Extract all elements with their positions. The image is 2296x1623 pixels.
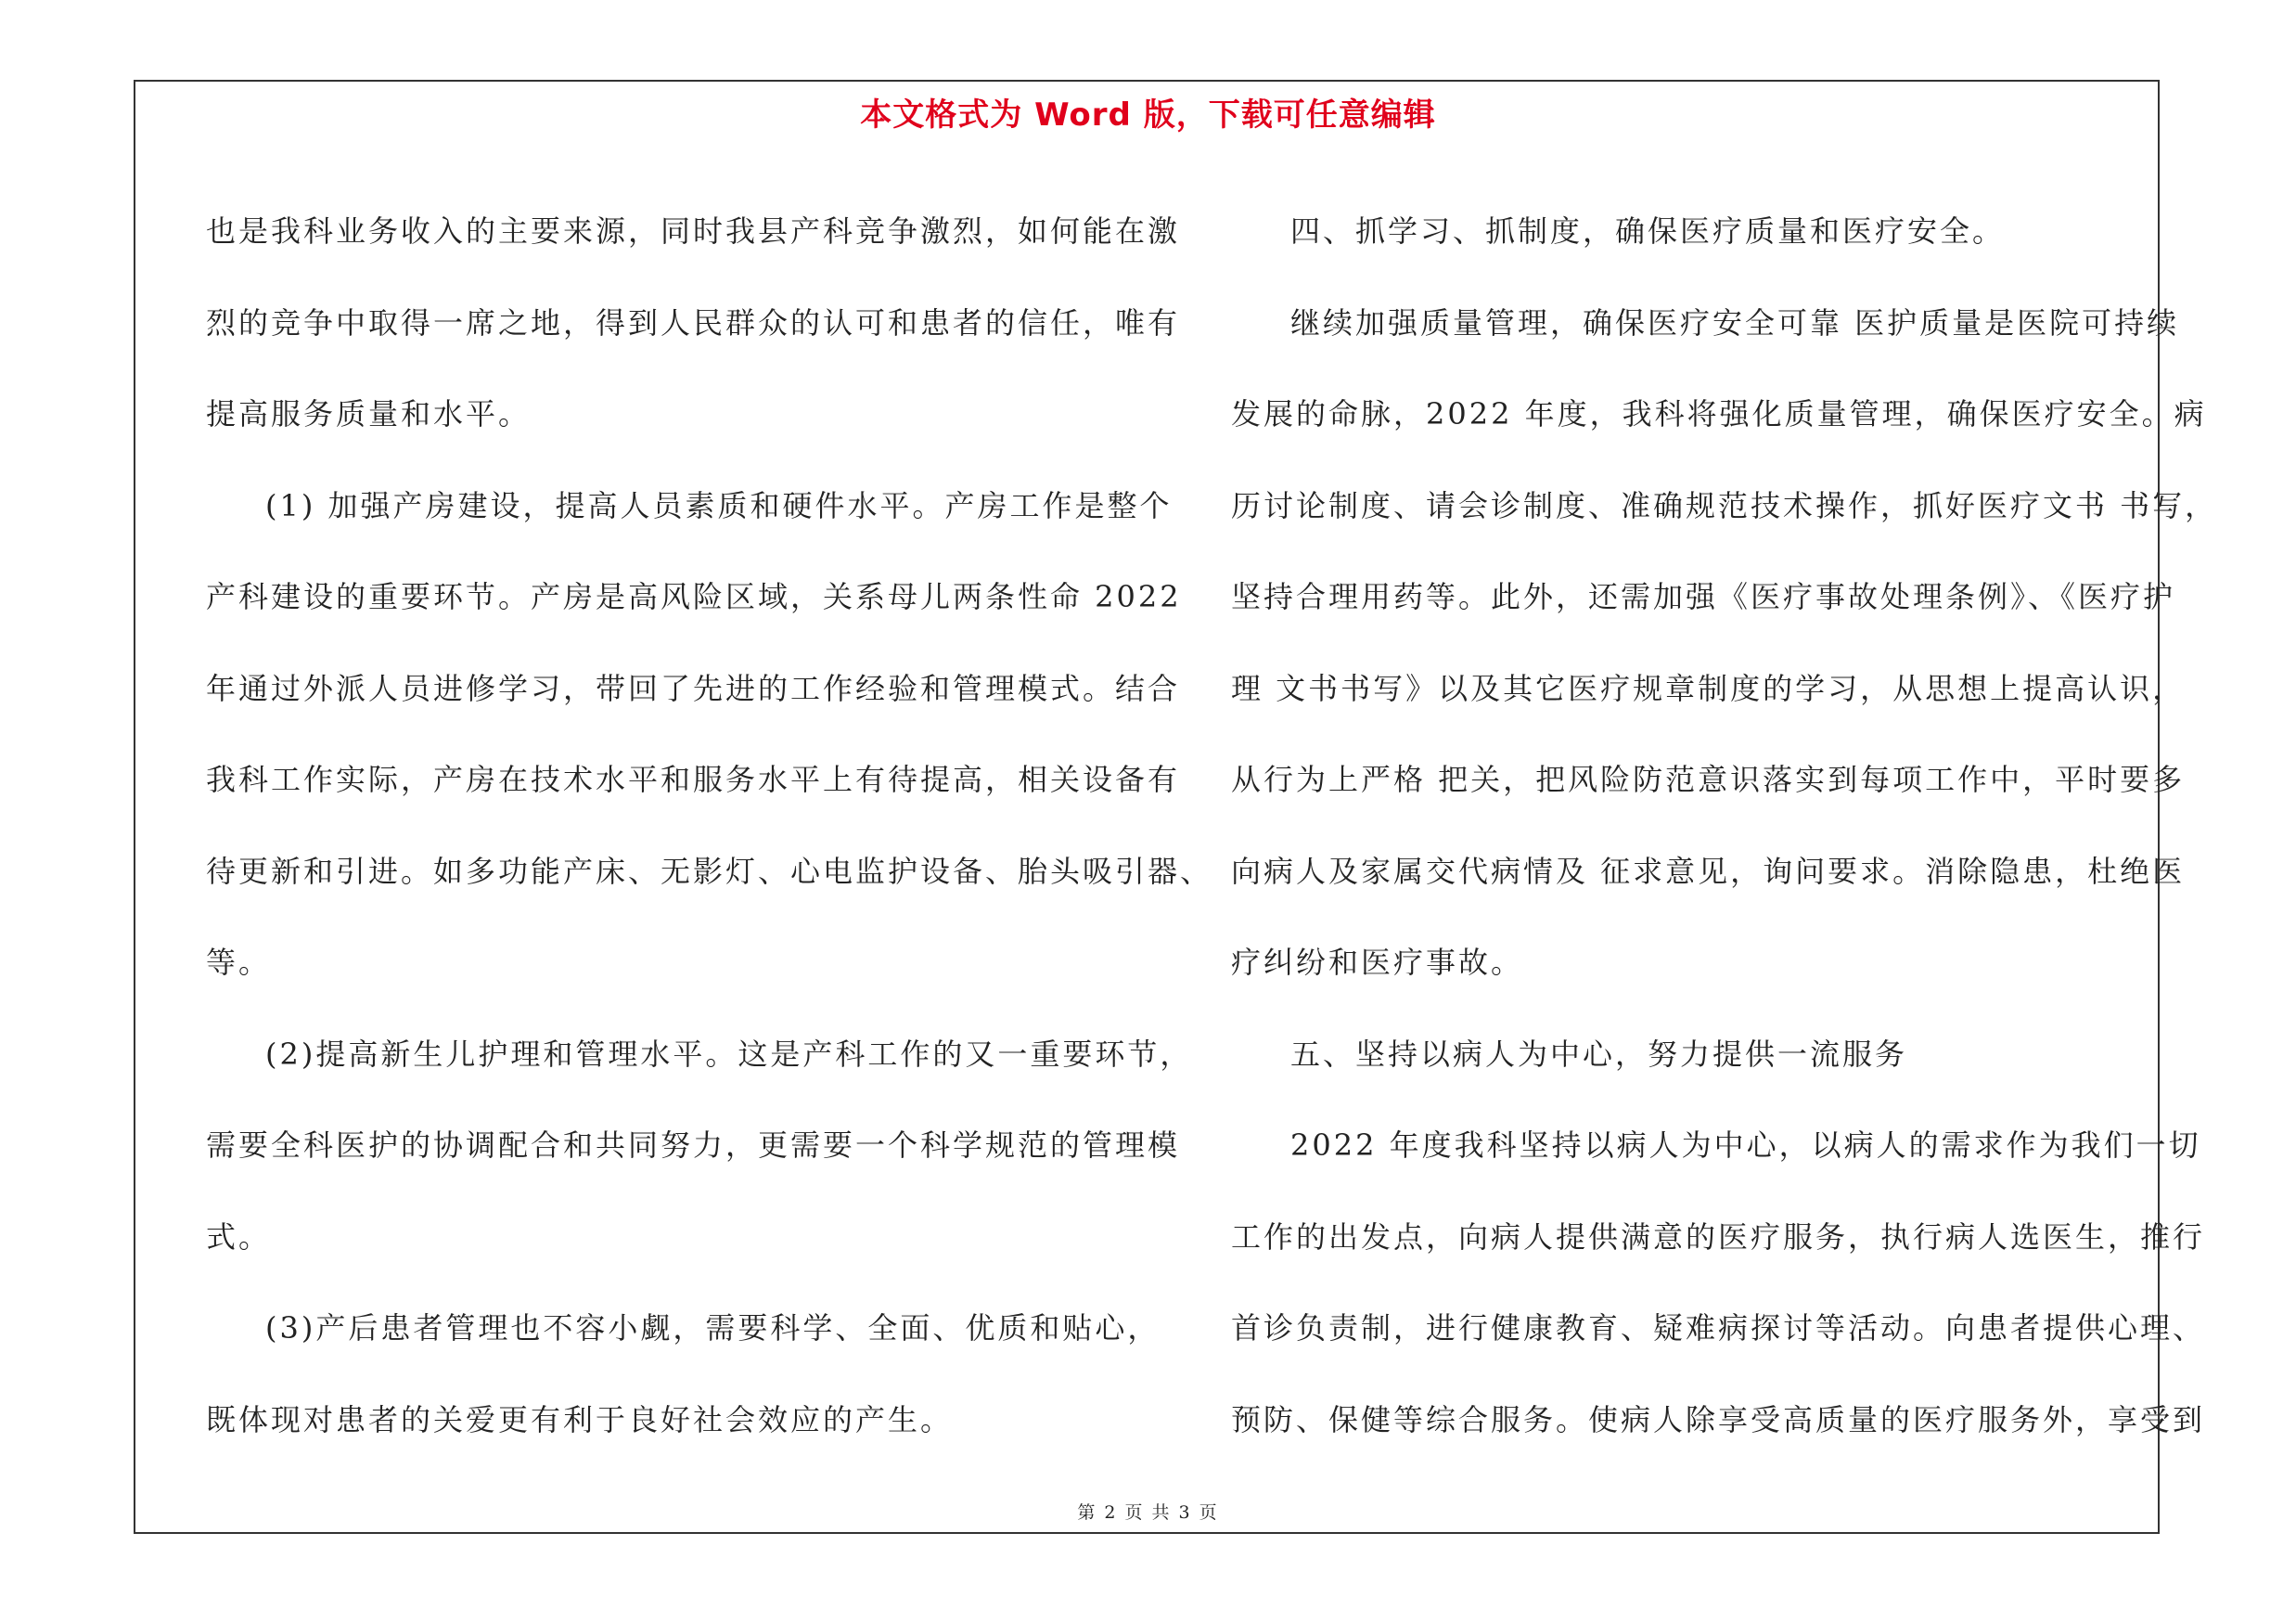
- paragraph-line: 提高服务质量和水平。: [206, 396, 532, 432]
- paragraph-line: 继续加强质量管理，确保医疗安全可靠 医护质量是医院可持续: [1290, 304, 2180, 341]
- left-column: [206, 186, 1213, 1465]
- paragraph-line: 首诊负责制，进行健康教育、疑难病探讨等活动。向患者提供心理、: [1231, 1310, 2206, 1346]
- paragraph-line: 我科工作实际，产房在技术水平和服务水平上有待提高，相关设备有: [206, 762, 1181, 797]
- section-heading: 四、抓学习、抓制度，确保医疗质量和医疗安全。: [1290, 213, 2006, 249]
- page-number: 第 2 页 共 3 页: [1077, 1502, 1219, 1523]
- paragraph-line: 也是我科业务收入的主要来源，同时我县产科竞争激烈，如何能在激: [206, 213, 1181, 249]
- paragraph-line: (3)产后患者管理也不容小觑，需要科学、全面、优质和贴心，: [265, 1310, 1161, 1346]
- paragraph-line: 年通过外派人员进修学习，带回了先进的工作经验和管理模式。结合: [206, 670, 1181, 706]
- paragraph-line: 式。: [206, 1218, 272, 1255]
- paragraph-line: 向病人及家属交代病情及 征求意见，询问要求。消除隐患，杜绝医: [1231, 853, 2186, 889]
- paragraph-line: 烈的竞争中取得一席之地，得到人民群众的认可和患者的信任，唯有: [206, 304, 1181, 341]
- paragraph-line: 需要全科医护的协调配合和共同努力，更需要一个科学规范的管理模: [206, 1127, 1181, 1163]
- paragraph-line: (1) 加强产房建设，提高人员素质和硬件水平。产房工作是整个: [265, 487, 1173, 523]
- paragraph-line: 产科建设的重要环节。产房是高风险区域，关系母儿两条性命 2022: [206, 579, 1182, 614]
- section-heading: 五、坚持以病人为中心，努力提供一流服务: [1290, 1036, 1908, 1072]
- paragraph-line: 待更新和引进。如多功能产床、无影灯、心电监护设备、胎头吸引器、: [206, 853, 1213, 889]
- paragraph-line: 工作的出发点，向病人提供满意的医疗服务，执行病人选医生，推行: [1231, 1218, 2206, 1255]
- paragraph-line: 等。: [206, 945, 272, 980]
- paragraph-line: (2)提高新生儿护理和管理水平。这是产科工作的又一重要环节，: [265, 1036, 1193, 1072]
- paragraph-line: 2022 年度我科坚持以病人为中心，以病人的需求作为我们一切: [1290, 1127, 2201, 1163]
- paragraph-line: 历讨论制度、请会诊制度、准确规范技术操作，抓好医疗文书 书写，: [1231, 487, 2218, 523]
- paragraph-line: 从行为上严格 把关，把风险防范意识落实到每项工作中，平时要多: [1231, 762, 2186, 797]
- paragraph-line: 预防、保健等综合服务。使病人除享受高质量的医疗服务外，享受到: [1231, 1401, 2206, 1437]
- paragraph-line: 疗纠纷和医疗事故。: [1231, 945, 1524, 980]
- paragraph-line: 发展的命脉，2022 年度，我科将强化质量管理，确保医疗安全。病: [1231, 396, 2207, 432]
- paragraph-line: 既体现对患者的关爱更有利于良好社会效应的产生。: [206, 1401, 954, 1437]
- header-banner: 本文格式为 Word 版，下载可任意编辑: [860, 97, 1436, 134]
- paragraph-line: 坚持合理用药等。此外，还需加强《医疗事故处理条例》、《医疗护: [1231, 579, 2176, 614]
- paragraph-line: 理 文书书写》以及其它医疗规章制度的学习，从思想上提高认识，: [1231, 670, 2186, 706]
- right-column: [1231, 186, 2218, 1465]
